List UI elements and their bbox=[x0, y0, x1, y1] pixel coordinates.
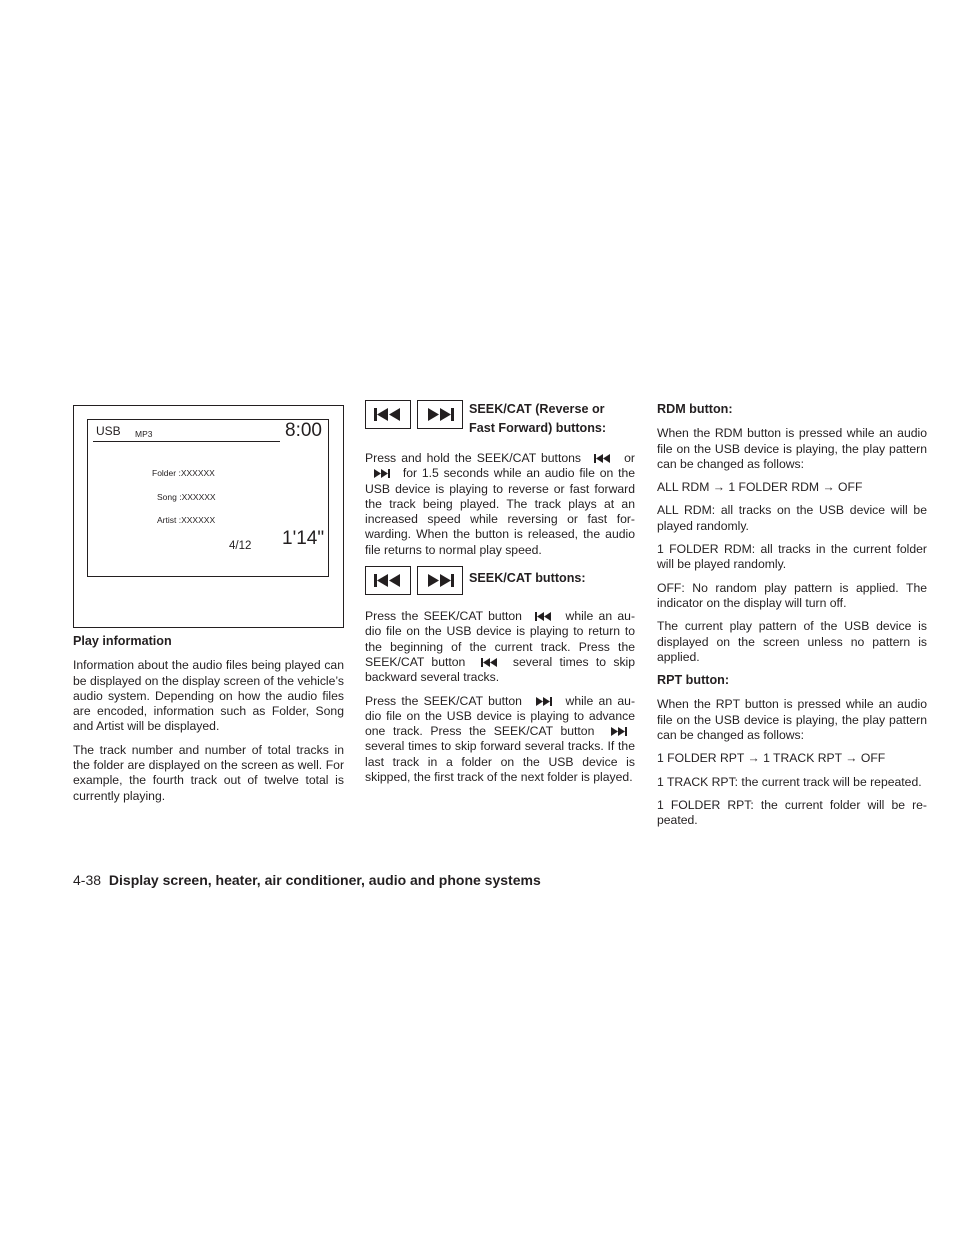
folder-row bbox=[152, 466, 215, 481]
source-label: USB bbox=[96, 424, 121, 438]
play-info-paragraph-1: Information about the audio files being played can be displayed on the display screen of the vehicle’s audio system. Depending on how the audio files are encoded, information such as Folder, Song and Artist will be displayed. bbox=[73, 658, 344, 734]
seek-cat-heading-2: SEEK/CAT buttons: bbox=[469, 571, 586, 586]
seek-cat-p1-c: for 1.5 seconds while an audio file on the USB device is playing to reverse or fast forward the track being played. The track plays at an increased speed while reversing or fast for-warding. When the button is released, the audio file returns to normal play speed. bbox=[365, 466, 636, 557]
skip-forward-icon bbox=[425, 408, 455, 421]
skip-back-button bbox=[365, 400, 411, 429]
seek-cat-heading-1 bbox=[469, 400, 606, 438]
seek-cat-heading-1-line-2: Fast Forward) buttons: bbox=[469, 421, 607, 435]
rdm-paragraph-4: OFF: No random play pattern is applied. The indicator on the display will turn off. bbox=[657, 580, 927, 610]
play-info-column bbox=[73, 405, 344, 812]
skip-back-icon bbox=[373, 574, 403, 587]
seek-cat-paragraph-3 bbox=[365, 694, 635, 786]
seek-cat-p3-a: Press the SEEK/CAT button bbox=[365, 693, 522, 708]
skip-forward-icon bbox=[425, 574, 455, 587]
page-number: 4-38 bbox=[73, 872, 102, 888]
play-time: 1'14" bbox=[282, 528, 325, 549]
artist-value: XXXXXX bbox=[181, 515, 216, 525]
usb-display-screen bbox=[87, 419, 329, 577]
seek-cat-paragraph-2 bbox=[365, 609, 635, 685]
play-info-paragraph-2: The track number and number of total tracks in the folder are displayed on the screen as well. For example, the fourth track out of twelve total is currently playing. bbox=[73, 742, 344, 803]
seek-cat-p3-c: several times to skip forward several tracks. If the last track in a folder on the USB device is skipped, the first track of the next folder is played. bbox=[365, 739, 635, 785]
seek-cat-column bbox=[365, 400, 635, 793]
section-title: Display screen, heater, air conditioner, audio and phone systems bbox=[108, 872, 541, 888]
folder-value: XXXXXX bbox=[180, 468, 215, 478]
rpt-sequence: 1 FOLDER RPT → 1 TRACK RPT → OFF bbox=[657, 751, 886, 766]
artist-label: Artist : bbox=[157, 515, 182, 525]
rpt-paragraph-1: When the RPT button is pressed while an audio file on the USB device is playing, the play pattern can be changed as follows: bbox=[657, 697, 927, 743]
seek-cat-p1-a: Press and hold the SEEK/CAT buttons bbox=[365, 451, 581, 465]
skip-forward-icon bbox=[610, 727, 627, 736]
skip-forward-button bbox=[417, 400, 463, 429]
play-info-figure bbox=[73, 405, 344, 628]
rpt-paragraph-2: 1 TRACK RPT: the current track will be repeated. bbox=[657, 774, 922, 789]
seek-cat-p2-b: while an au-dio file on the USB device is playing to return to the beginning of the current track. Press the SEEK/CAT button bbox=[365, 609, 636, 669]
seek-cat-heading-1-line-1: SEEK/CAT (Reverse or bbox=[469, 402, 605, 416]
screen-divider bbox=[93, 441, 280, 442]
rpt-paragraph-3: 1 FOLDER RPT: the current folder will be re-peated. bbox=[657, 797, 927, 828]
folder-label: Folder : bbox=[152, 468, 181, 478]
rdm-paragraph-3: 1 FOLDER RDM: all tracks in the current folder will be played randomly. bbox=[657, 542, 927, 572]
skip-back-icon bbox=[481, 658, 498, 667]
seek-cat-button-group-2 bbox=[365, 566, 635, 597]
track-counter: 4/12 bbox=[229, 540, 252, 552]
rdm-heading: RDM button: bbox=[657, 402, 733, 416]
song-label: Song : bbox=[157, 492, 182, 502]
rpt-heading: RPT button: bbox=[657, 673, 730, 688]
clock-display: 8:00 bbox=[285, 420, 322, 441]
seek-cat-p3-b: while an au-dio file on the USB device is playing to advance one track. Press the SEEK/CAT button bbox=[365, 693, 636, 739]
page-footer bbox=[73, 872, 541, 888]
seek-cat-p2-a: Press the SEEK/CAT button bbox=[365, 609, 522, 624]
skip-forward-icon bbox=[535, 697, 552, 706]
seek-cat-paragraph-1 bbox=[365, 451, 635, 558]
skip-back-icon bbox=[373, 408, 403, 421]
skip-back-icon bbox=[594, 454, 611, 463]
skip-forward-button bbox=[417, 566, 463, 595]
song-row bbox=[157, 490, 216, 505]
seek-cat-p2-c: several times to skip backward several tracks. bbox=[365, 654, 636, 685]
song-value: XXXXXX bbox=[181, 492, 216, 502]
artist-row bbox=[157, 513, 215, 528]
rdm-paragraph-5: The current play pattern of the USB device is displayed on the screen unless no pattern is applied. bbox=[657, 619, 927, 664]
play-info-heading: Play information bbox=[73, 634, 172, 648]
format-label: MP3 bbox=[135, 429, 153, 439]
rdm-paragraph-2: ALL RDM: all tracks on the USB device will be played randomly. bbox=[657, 503, 927, 533]
seek-cat-button-group-1 bbox=[365, 400, 635, 435]
skip-back-icon bbox=[535, 612, 552, 621]
rdm-rpt-column bbox=[657, 402, 927, 837]
skip-back-button bbox=[365, 566, 411, 595]
rdm-paragraph-1: When the RDM button is pressed while an audio file on the USB device is playing, the play pattern can be changed as follows: bbox=[657, 426, 927, 471]
skip-forward-icon bbox=[373, 469, 390, 478]
seek-cat-p1-b: or bbox=[624, 451, 635, 465]
rdm-sequence: ALL RDM → 1 FOLDER RDM → OFF bbox=[657, 480, 863, 495]
